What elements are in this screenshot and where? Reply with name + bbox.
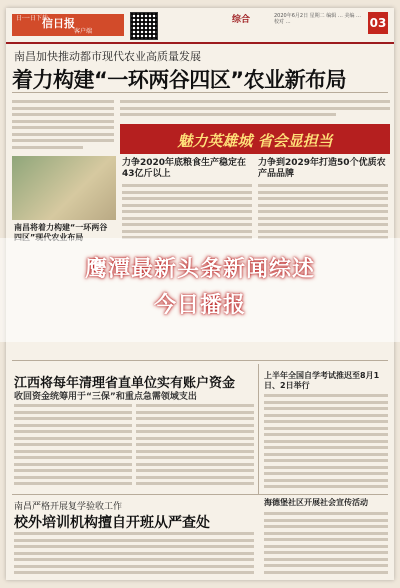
newspaper-logo — [12, 14, 124, 36]
slogan-banner — [120, 124, 390, 154]
community-headline: 海德堡社区开展社会宣传活动 — [264, 498, 368, 507]
side-headline: 南昌将着力构建“一环两谷 — [14, 223, 108, 232]
exam-headline: 上半年全国自学考试推迟至8月1日、2日举行 — [264, 371, 380, 390]
body-text-column — [14, 404, 132, 490]
body-text-column — [136, 404, 254, 490]
divider — [12, 494, 388, 495]
top-story-kicker: 南昌加快推动都市现代农业高质量发展 — [14, 50, 201, 63]
logo-title: 信日报 — [42, 17, 75, 30]
bottom-story-kicker: 南昌严格开展复学验收工作 — [14, 502, 123, 512]
body-text-column — [122, 184, 252, 244]
lower-story-subheadline: 收回资金统筹用于“三保”和重点急需领域支出 — [14, 392, 197, 402]
logo-tagline: 日·一日下载 — [16, 15, 48, 22]
sub-headline-grain: 力争2020年底粮食生产稳定在43亿斤以上 — [122, 158, 247, 179]
overlay-subtitle: 今日播报 — [153, 293, 246, 318]
lower-story-headline: 江西将每年清理省直单位实有账户资金 — [14, 376, 236, 391]
sub-headline-brands: 力争到2029年打造50个优质农产品品牌 — [258, 158, 386, 179]
masthead — [6, 8, 394, 44]
section-label: 综合 — [232, 15, 251, 25]
body-text-column — [264, 394, 388, 492]
logo-subtitle: 客户端 — [74, 28, 93, 35]
divider — [12, 360, 388, 361]
news-photo — [12, 156, 116, 220]
body-text-column — [264, 512, 388, 578]
divider — [12, 92, 388, 93]
overlay-title: 鹰潭最新头条新闻综述 — [84, 257, 315, 282]
column-divider — [258, 364, 259, 494]
qr-code-icon — [130, 12, 158, 40]
top-story-headline: 着力构建“一环两谷四区”农业新布局 — [12, 68, 347, 92]
page-number-badge: 03 — [368, 12, 388, 34]
body-text-column — [258, 184, 388, 244]
body-text-column — [14, 532, 254, 578]
issue-date: 2020年6月2日 星期二 编辑 … 美编 … 校对 … — [274, 13, 362, 25]
bottom-story-headline: 校外培训机构擅自开班从严查处 — [14, 515, 210, 531]
body-text-column — [12, 100, 114, 154]
body-text-column — [120, 100, 390, 122]
banner-text: 魅力英雄城 省会显担当 — [177, 132, 333, 150]
